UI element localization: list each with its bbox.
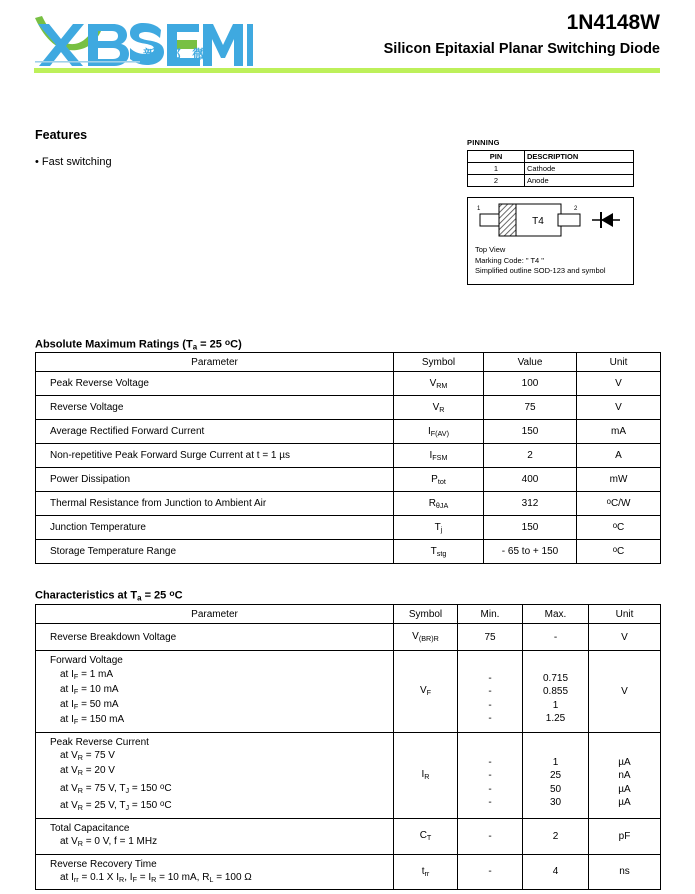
char-symbol: $V_F$ (394, 651, 458, 733)
char-condition: at $V_R = 25$ V, $T_J = 150$ $^o$C (60, 799, 172, 813)
company-logo (33, 8, 253, 68)
char-parameter-title: Peak Reverse Current (50, 736, 149, 748)
abs-parameter: Power Dissipation (36, 468, 394, 492)
abs-value: 75 (484, 396, 577, 420)
char-condition: at $V_R = 75$ V (60, 750, 115, 762)
char-col-parameter: Parameter (36, 605, 394, 624)
pin-number: 2 (468, 175, 525, 187)
degree-icon: o (169, 588, 175, 598)
abs-value: 2 (484, 444, 577, 468)
char-heading-unit: C (174, 589, 183, 602)
table-row (36, 468, 661, 492)
abs-symbol: $P_{tot}$ (394, 468, 484, 492)
char-symbol: $V_{(BR)R}$ (394, 624, 458, 651)
features-heading: Features (35, 128, 88, 142)
package-caption-line3: Simplified outline SOD-123 and symbol (475, 266, 606, 275)
abs-col-symbol: Symbol (394, 353, 484, 372)
table-row (36, 372, 661, 396)
char-heading-sub: a (137, 593, 142, 603)
table-row (36, 651, 661, 733)
abs-col-parameter: Parameter (36, 353, 394, 372)
abs-parameter: Average Rectified Forward Current (36, 420, 394, 444)
package-outline-diagram (467, 197, 634, 285)
part-number: 1N4148W (566, 11, 660, 34)
table-row (36, 492, 661, 516)
abs-unit: mW (577, 468, 661, 492)
pinning-heading: PINNING (467, 138, 500, 147)
char-condition: at $I_F = 150$ mA (60, 714, 125, 727)
char-heading-suffix: = 25 (141, 589, 170, 602)
abs-unit: mA (577, 420, 661, 444)
abs-unit: $^o$C/W (577, 492, 661, 516)
pin-description: Anode (525, 175, 634, 187)
features-section (35, 128, 335, 169)
char-condition: at $I_F = 10$ mA (60, 683, 119, 696)
abs-value: 150 (484, 420, 577, 444)
table-row (36, 444, 661, 468)
package-caption-line1: Top View (475, 245, 506, 254)
abs-col-value: Value (484, 353, 577, 372)
abs-symbol: $V_{RM}$ (394, 372, 484, 396)
char-min: - - - - (458, 651, 523, 733)
degree-icon: o (224, 337, 231, 347)
degree-icon: o (606, 497, 611, 507)
char-unit: µA nA µA µA (589, 732, 661, 818)
abs-parameter: Peak Reverse Voltage (36, 372, 394, 396)
abs-unit: V (577, 396, 661, 420)
char-col-symbol: Symbol (394, 605, 458, 624)
abs-unit: A (577, 444, 661, 468)
abs-col-unit: Unit (577, 353, 661, 372)
char-parameter-title: Reverse Recovery Time (50, 858, 157, 870)
pin-number: 1 (468, 163, 525, 175)
char-min: - (458, 818, 523, 854)
char-parameter-title: Total Capacitance (50, 822, 130, 834)
logo-chinese-name: 新 邦 微 (143, 47, 210, 62)
characteristics-table (35, 604, 661, 890)
char-heading-prefix: Characteristics at T (35, 589, 138, 602)
char-col-max: Max. (523, 605, 589, 624)
characteristics-heading (35, 588, 183, 602)
char-condition: at $I_F = 50$ mA (60, 699, 119, 711)
char-condition: at $I_{rr} = 0.1$ X $I_R$, $I_F = I_R = 10$ mA, $R_L = 100$ Ω (60, 872, 252, 884)
table-row (468, 175, 634, 187)
table-row (36, 624, 661, 651)
char-col-unit: Unit (589, 605, 661, 624)
pinning-table (467, 150, 634, 187)
abs-unit: $^o$C (577, 540, 661, 564)
char-unit: ns (589, 854, 661, 890)
abs-heading-suffix: = 25 (197, 338, 225, 351)
package-caption-line2: Marking Code: " T4 " (475, 255, 544, 265)
char-min: - (458, 854, 523, 890)
degree-icon: o (612, 545, 618, 555)
sod123-outline-icon (468, 198, 633, 244)
abs-symbol: $T_{stg}$ (394, 540, 484, 564)
char-parameter (36, 651, 394, 733)
abs-value: - 65 to + 150 (484, 540, 577, 564)
pinning-header-row (468, 151, 634, 163)
package-pin1-label: 1 (477, 206, 481, 212)
char-symbol: $I_R$ (394, 732, 458, 818)
table-row (36, 818, 661, 854)
table-row (36, 540, 661, 564)
char-condition: at $V_R = 20$ V (60, 765, 115, 778)
table-row (36, 732, 661, 818)
char-min: - - - - (458, 732, 523, 818)
package-pin2-label: 2 (574, 206, 578, 212)
char-max: 0.715 0.855 1 1.25 (523, 651, 589, 733)
abs-heading-sub: a (192, 342, 198, 352)
table-row (36, 516, 661, 540)
char-min: 75 (458, 624, 523, 651)
feature-item: • Fast switching (35, 156, 112, 168)
pinning-section (467, 138, 637, 187)
abs-value: 100 (484, 372, 577, 396)
char-parameter (36, 818, 394, 854)
char-parameter: Reverse Breakdown Voltage (36, 624, 394, 651)
abs-parameter: Junction Temperature (36, 516, 394, 540)
char-unit: V (589, 651, 661, 733)
abs-heading-prefix: Absolute Maximum Ratings (T (35, 338, 193, 351)
abs-symbol: $R_{\theta JA}$ (394, 492, 484, 516)
table-row (36, 396, 661, 420)
abs-parameter: Thermal Resistance from Junction to Ambient Air (36, 492, 394, 516)
char-symbol: $t_{rr}$ (394, 854, 458, 890)
package-caption (475, 245, 605, 277)
table-row (468, 163, 634, 175)
table-row (36, 854, 661, 890)
document-title-block (384, 10, 660, 59)
abs-value: 150 (484, 516, 577, 540)
char-symbol: $C_T$ (394, 818, 458, 854)
char-parameter (36, 854, 394, 890)
abs-value: 312 (484, 492, 577, 516)
abs-unit: V (577, 372, 661, 396)
pinning-col-description: DESCRIPTION (525, 151, 634, 163)
part-subtitle: Silicon Epitaxial Planar Switching Diode (383, 41, 660, 57)
pin-description: Cathode (525, 163, 634, 175)
char-unit: V (589, 624, 661, 651)
char-max: 2 (523, 818, 589, 854)
abs-heading-unit: C) (230, 338, 242, 351)
abs-parameter: Storage Temperature Range (36, 540, 394, 564)
char-max: 4 (523, 854, 589, 890)
char-max: - (523, 624, 589, 651)
abs-symbol: $I_{F(AV)}$ (394, 420, 484, 444)
char-col-min: Min. (458, 605, 523, 624)
page-header (0, 0, 695, 80)
absolute-maximum-ratings-table (35, 352, 661, 564)
table-row (36, 420, 661, 444)
header-accent-rule (34, 68, 660, 73)
char-condition: at $V_R = 75$ V, $T_J = 150$ $^o$C (60, 781, 172, 795)
char-condition: at $V_R = 0$ V, f = 1 MHz (60, 836, 158, 849)
abs-value: 400 (484, 468, 577, 492)
degree-icon: o (612, 521, 618, 531)
package-marking-text: T4 (532, 216, 544, 227)
abs-header-row (36, 353, 661, 372)
char-parameter (36, 732, 394, 818)
abs-unit: $^o$C (577, 516, 661, 540)
char-condition: at $I_F = 1$ mA (60, 668, 114, 681)
abs-symbol: $I_{FSM}$ (394, 444, 484, 468)
abs-parameter: Reverse Voltage (36, 396, 394, 420)
char-parameter-title: Forward Voltage (50, 655, 123, 666)
char-unit: pF (589, 818, 661, 854)
abs-symbol: $T_j$ (394, 516, 484, 540)
abs-symbol: $V_R$ (394, 396, 484, 420)
absolute-maximum-ratings-heading (35, 337, 242, 351)
char-max: 1 25 50 30 (523, 732, 589, 818)
char-header-row (36, 605, 661, 624)
abs-parameter: Non-repetitive Peak Forward Surge Current at t = 1 µs (36, 444, 394, 468)
pinning-col-pin: PIN (468, 151, 525, 163)
